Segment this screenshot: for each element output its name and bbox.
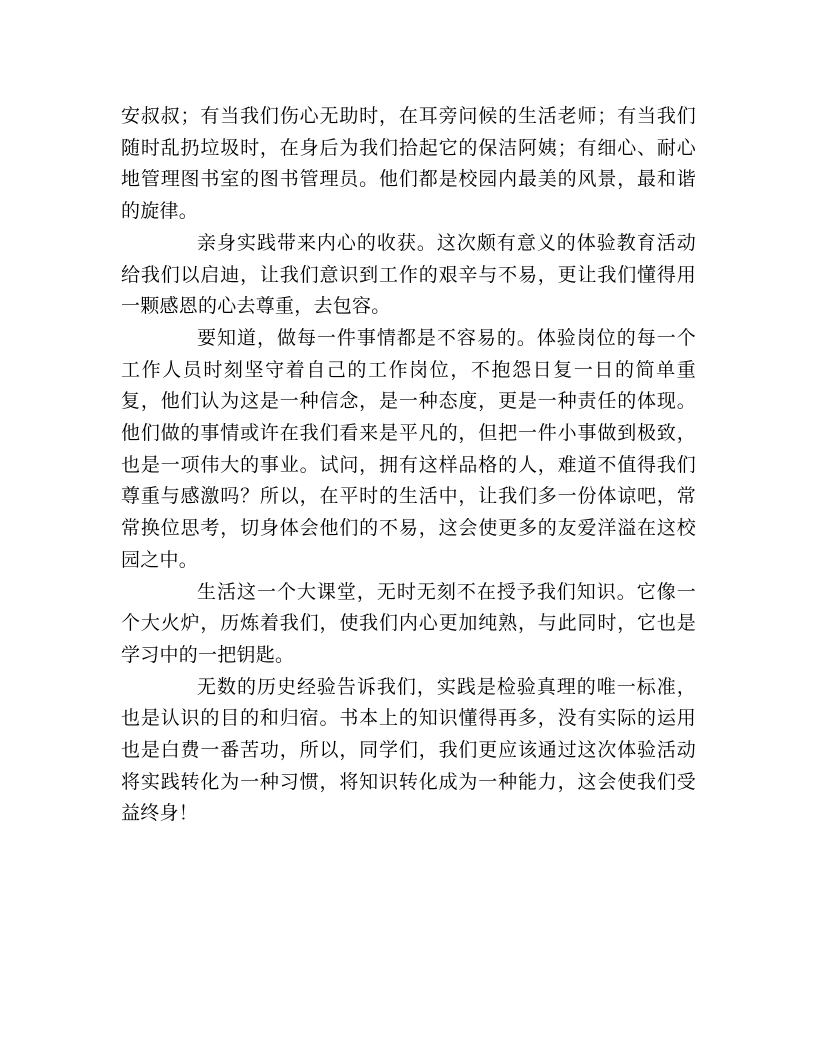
paragraph-not-easy: 要知道，做每一件事情都是不容易的。体验岗位的每一个工作人员时刻坚守着自己的工作岗位，不抱怨日复一日的简单重复，他们认为这是一种信念，是一种态度，更是一种责任的体现。他们做的事情或许在我们看来是平凡的，但把一件小事做到极致，也是一项伟大的事业。试问，拥有这样品格的人，难道不值得我们尊重与感激吗？所以，在平时的生活中，让我们多一份体谅吧，常常换位思考，切身体会他们的不易，这会使更多的友爱洋溢在这校园之中。 <box>121 326 696 571</box>
paragraph-practice-harvest: 亲身实践带来内心的收获。这次颇有意义的体验教育活动给我们以启迪，让我们意识到工作的艰辛与不易，更让我们懂得用一颗感恩的心去尊重，去包容。 <box>121 231 696 318</box>
document-body <box>121 101 696 830</box>
paragraph-life-classroom: 生活这一个大课堂，无时无刻不在授予我们知识。它像一个大火炉，历炼着我们，使我们内心更加纯熟，与此同时，它也是学习中的一把钥匙。 <box>121 580 696 666</box>
paragraph-practice-truth: 无数的历史经验告诉我们，实践是检验真理的唯一标准，也是认识的目的和归宿。书本上的知识懂得再多，没有实际的运用也是白费一番苦功，所以，同学们，我们更应该通过这次体验活动将实践转化为一种习惯，将知识转化成为一种能力，这会使我们受益终身！ <box>121 675 696 825</box>
paragraph-continued: 安叔叔；有当我们伤心无助时，在耳旁问候的生活老师；有当我们随时乱扔垃圾时，在身后为我们拾起它的保洁阿姨；有细心、耐心地管理图书室的图书管理员。他们都是校园内最美的风景，最和谐的旋律。 <box>121 105 696 223</box>
